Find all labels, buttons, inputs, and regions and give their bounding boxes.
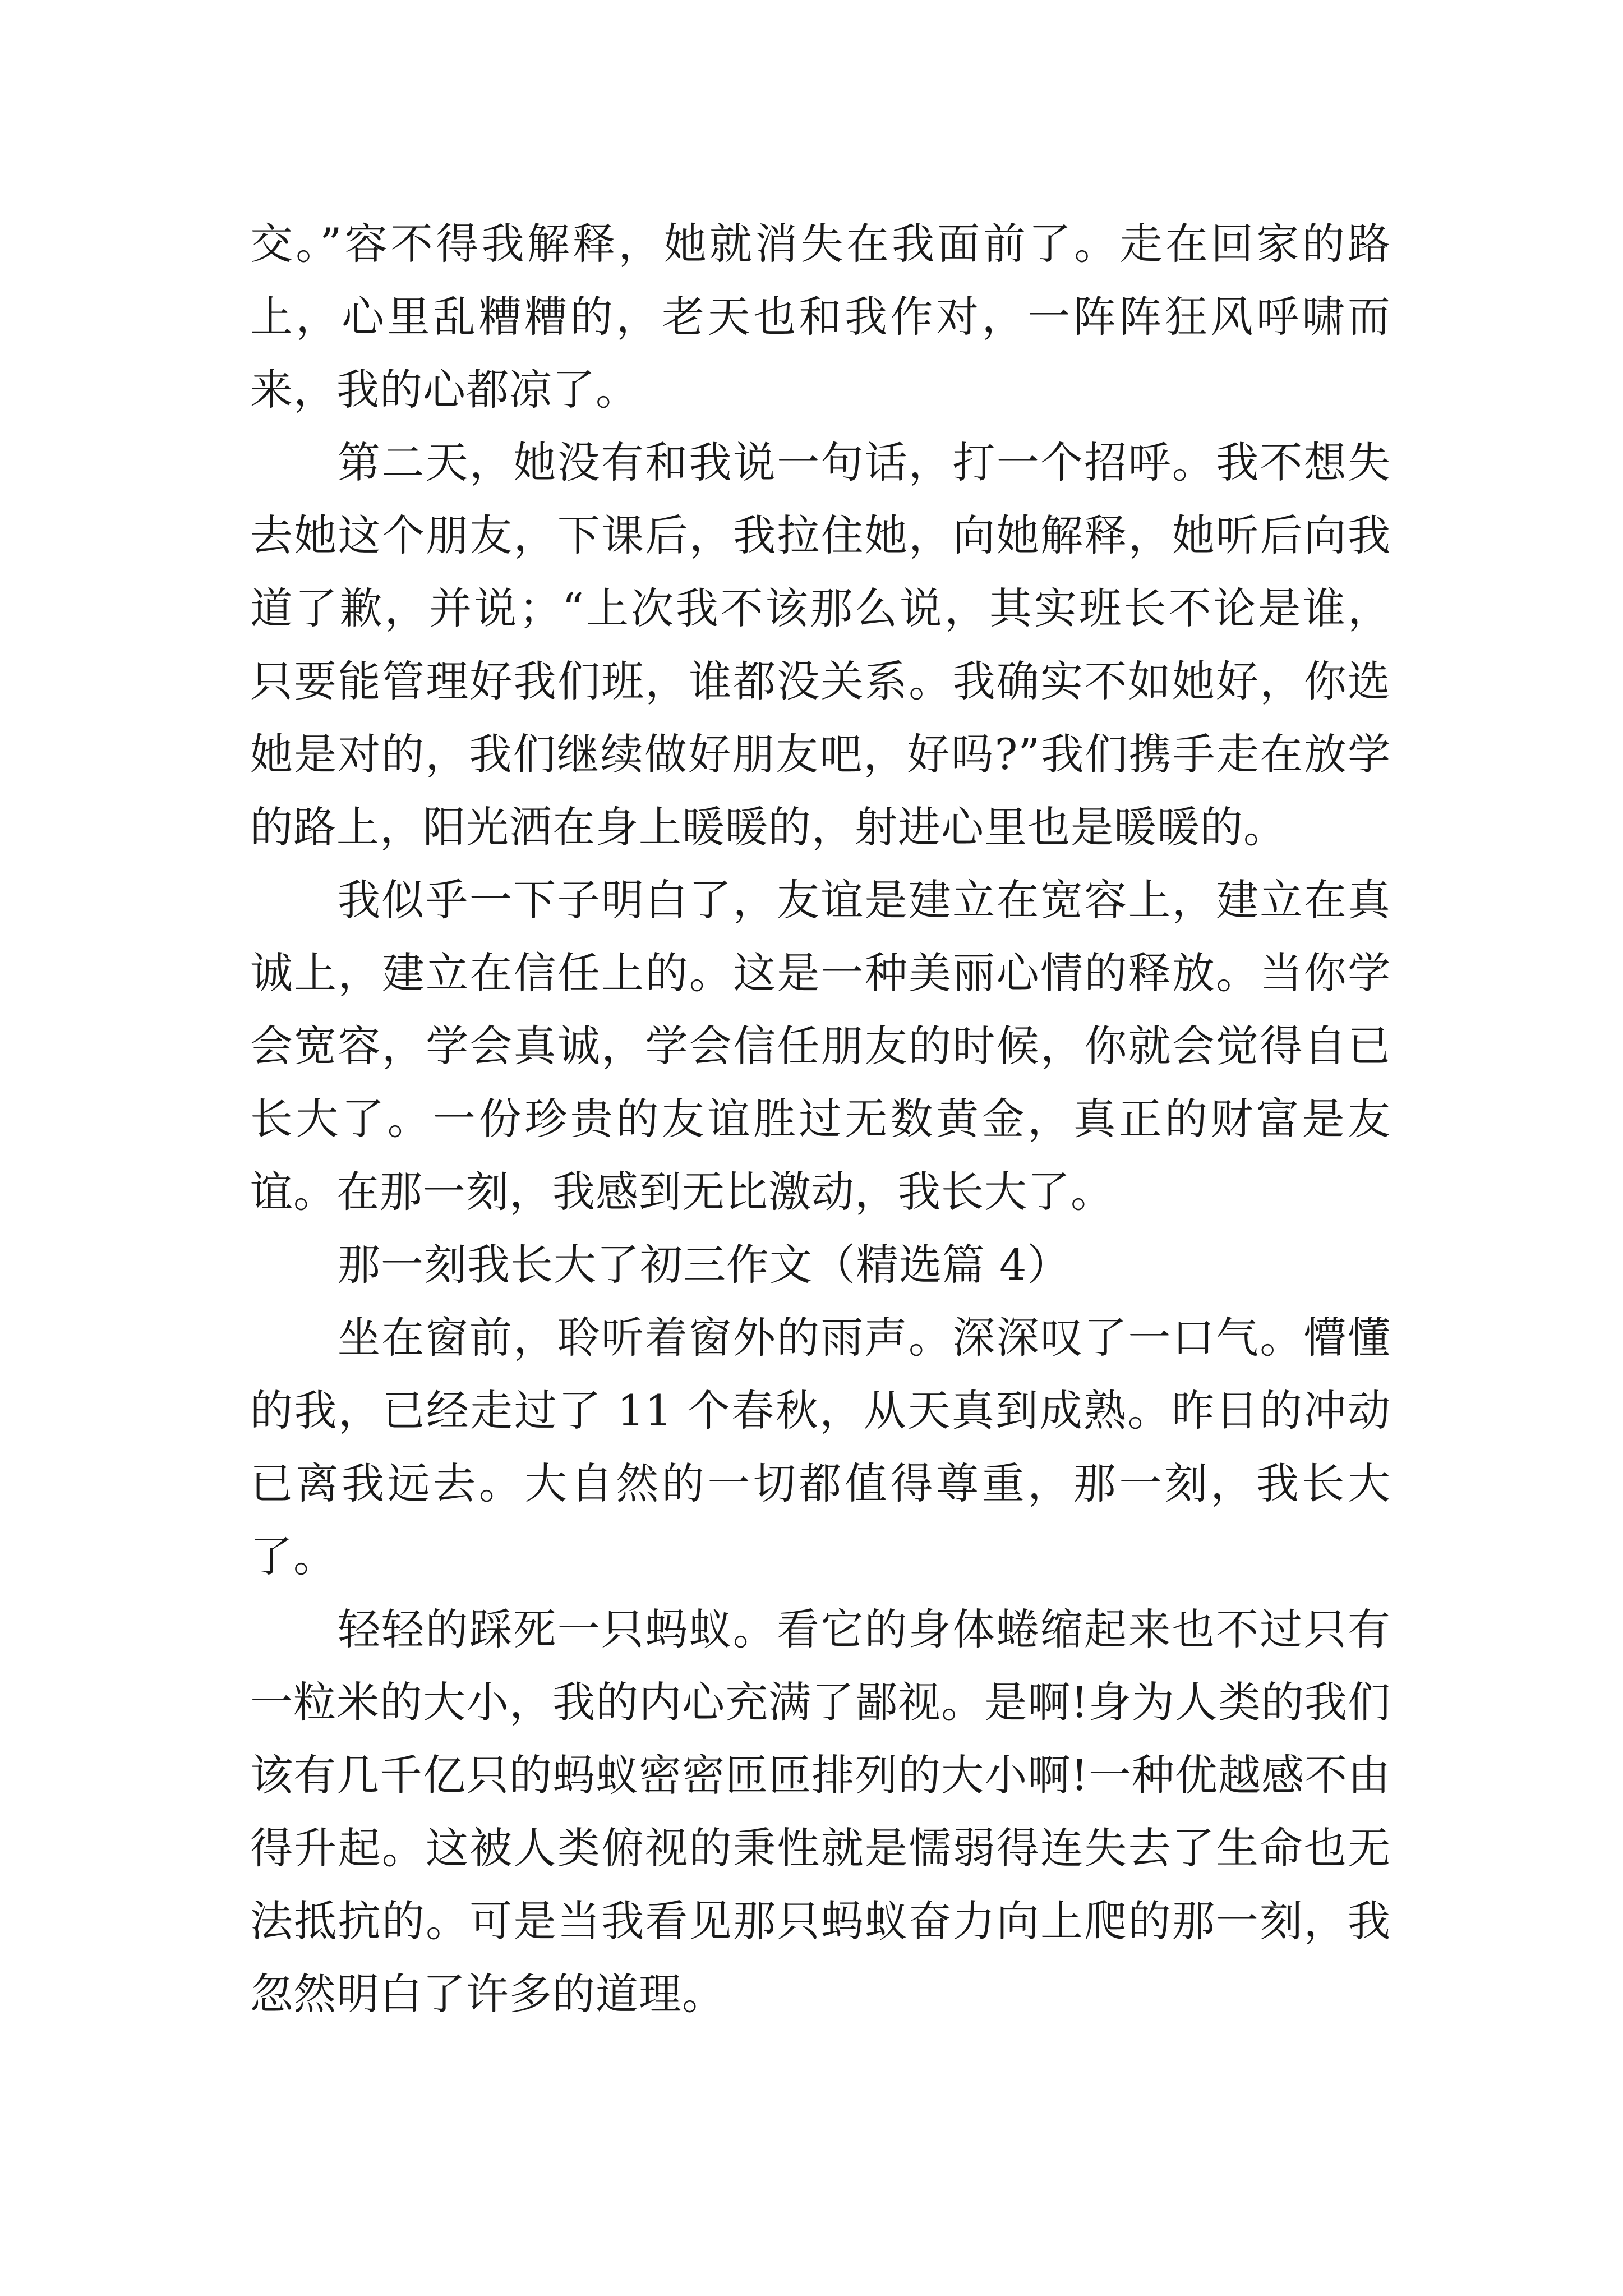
paragraph-2: 第二天，她没有和我说一句话，打一个招呼。我不想失去她这个朋友，下课后，我拉住她，向她解释，她听后向我道了歉，并说；“上次我不该那么说，其实班长不论是谁，只要能管理好我们班，谁都没关系。我确实不如她好，你选她是对的，我们继续做好朋友吧，好吗?”我们携手走在放学的路上，阳光洒在身上暖暖的，射进心里也是暖暖的。 — [250, 438, 1391, 852]
essay-body — [250, 208, 1391, 2031]
paragraph-5: 坐在窗前，聆听着窗外的雨声。深深叹了一口气。懵懂的我，已经走过了 11 个春秋，从天真到成熟。昨日的冲动已离我远去。大自然的一切都值得尊重，那一刻，我长大了。 — [250, 1313, 1391, 1581]
section-heading: 那一刻我长大了初三作文（精选篇 4） — [338, 1240, 1071, 1290]
paragraph-1: 交。”容不得我解释，她就消失在我面前了。走在回家的路上，心里乱糟糟的，老天也和我作对，一阵阵狂风呼啸而来，我的心都凉了。 — [250, 219, 1391, 415]
paragraph-6: 轻轻的踩死一只蚂蚁。看它的身体蜷缩起来也不过只有一粒米的大小，我的内心充满了鄙视。是啊!身为人类的我们该有几千亿只的蚂蚁密密匝匝排列的大小啊!一种优越感不由得升起。这被人类俯视的秉性就是懦弱得连失去了生命也无法抵抗的。可是当我看见那只蚂蚁奋力向上爬的那一刻，我忽然明白了许多的道理。 — [250, 1604, 1391, 2019]
paragraph-3: 我似乎一下子明白了，友谊是建立在宽容上，建立在真诚上，建立在信任上的。这是一种美丽心情的释放。当你学会宽容，学会真诚，学会信任朋友的时候，你就会觉得自已长大了。一份珍贵的友谊胜过无数黄金，真正的财富是友谊。在那一刻，我感到无比激动，我长大了。 — [250, 875, 1391, 1217]
